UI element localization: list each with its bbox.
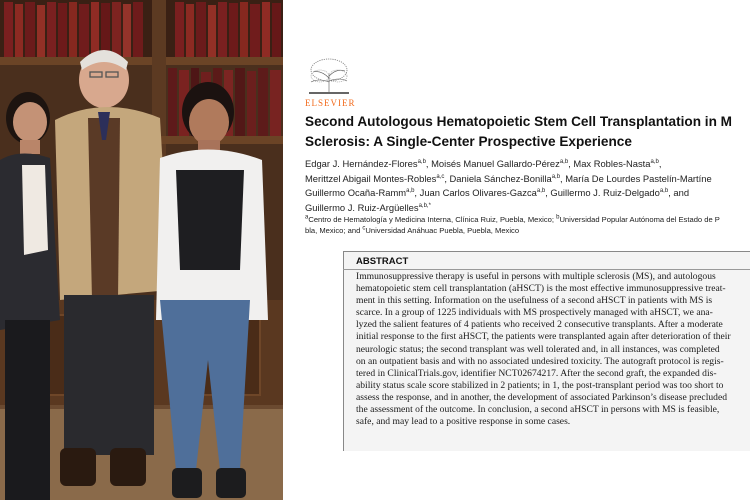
abstract-line: ment in this setting. Information on the usefulness of a second aHSCT in patients with MS is [356, 295, 713, 307]
abstract-line: hematopoietic stem cell transplantation (aHSCT) is the most effective immunosuppressive treat- [356, 283, 726, 295]
author-name: Edgar J. Hernández-Flores [305, 158, 418, 169]
article-title [305, 112, 750, 152]
author-affiliation-marker: a,c [436, 173, 445, 180]
affiliation-text: Centro de Hematología y Medicina Interna, Clínica Ruiz, Puebla, Mexico; [308, 215, 557, 224]
author-affiliation-marker: a,b [551, 173, 561, 180]
author-name: Merittzel Abigail Montes-Robles [305, 172, 437, 184]
title-line: Second Autologous Hematopoietic Stem Cell Transplantation in M [305, 114, 732, 129]
affiliations [305, 214, 750, 236]
affiliation-marker: b [556, 214, 560, 221]
abstract-line: assess the response, and in another, the development of associated Parkinson’s disease precluded [356, 391, 728, 403]
abstract-line: ability status scale score stabilized in 2 patients; in 1, the post-transplant period was too short to [356, 379, 724, 391]
abstract-line: lyzed the salient features of 4 patients who received 2 consecutive transplants. After a moderate [356, 319, 723, 331]
abstract-line: initial response to the first aHSCT, the patients were transplanted again after deterioration of their [356, 331, 731, 343]
author-affiliation-marker: a,b [650, 158, 659, 165]
article-page [283, 0, 750, 500]
abstract-divider [343, 269, 750, 270]
abstract-line: scarce. In a group of 1225 individuals with MS prospectively managed with aHSCT, we ana- [356, 307, 713, 319]
elsevier-tree-icon [305, 56, 353, 96]
author-name: Guillermo Ocaña-Ramm [305, 187, 407, 199]
author-affiliation-marker: a,b [406, 188, 415, 195]
author-affiliation-marker: a,b [417, 158, 426, 165]
affiliation-text: bla, Mexico; and [305, 226, 363, 235]
publisher-logo [305, 56, 359, 108]
affiliation-text: Universidad Popular Autónoma del Estado de P [559, 215, 720, 224]
abstract-heading: ABSTRACT [356, 256, 409, 267]
abstract-line: safe, and may lead to a positive response in some cases. [356, 416, 571, 428]
author-affiliation-marker: a,b [659, 188, 669, 195]
person-middle [55, 50, 170, 486]
affiliation-line [305, 225, 750, 236]
abstract-line: tered in ClinicalTrials.gov, identifier NCT02674217. After the second graft, the expanded dis- [356, 367, 717, 379]
affiliation-marker: a [305, 214, 309, 221]
abstract-body [356, 271, 750, 428]
author-name: , María De Lourdes Pastelín-Martíne [560, 172, 712, 184]
author-name: , and [668, 187, 690, 199]
author-name: , Guillermo J. Ruiz-Delgado [545, 187, 660, 199]
author-name: , Daniela Sánchez-Bonilla [444, 172, 552, 184]
author-line [305, 172, 750, 187]
author-line [305, 157, 750, 172]
author-name: , Moisés Manuel Gallardo-Pérez [425, 158, 560, 169]
affiliation-text: Universidad Anáhuac Puebla, Puebla, Mexico [365, 226, 520, 235]
abstract-line: neurologic status; the second transplant was well tolerated and, in all instances, was completed [356, 343, 720, 355]
author-name: , Max Robles-Nasta [568, 158, 651, 169]
group-photo [0, 0, 283, 500]
author-affiliation-marker: a,b [559, 158, 569, 165]
abstract-line: the assessment of the outcome. In conclusion, a second aHSCT in persons with MS is feasible, [356, 404, 720, 416]
affiliation-marker: c [362, 225, 366, 232]
author-name: Guillermo J. Ruiz-Argüelles [305, 201, 419, 213]
abstract-line: Immunosuppressive therapy is useful in persons with multiple sclerosis (MS), and autologous [356, 271, 716, 282]
publisher-name: ELSEVIER [305, 98, 356, 108]
author-name: , Juan Carlos Olivares-Gazca [414, 187, 537, 199]
author-list [305, 157, 750, 215]
author-affiliation-marker: a,b,* [418, 202, 431, 209]
affiliation-line [305, 214, 750, 225]
abstract-line: on an outpatient basis and with no associated undesired toxicity. The autograft protocol is regis- [356, 355, 724, 367]
author-line [305, 186, 750, 201]
author-name: , [658, 158, 662, 169]
title-line: Sclerosis: A Single-Center Prospective Experience [305, 134, 632, 149]
author-affiliation-marker: a,b [536, 188, 546, 195]
photo-illustration [0, 0, 283, 500]
